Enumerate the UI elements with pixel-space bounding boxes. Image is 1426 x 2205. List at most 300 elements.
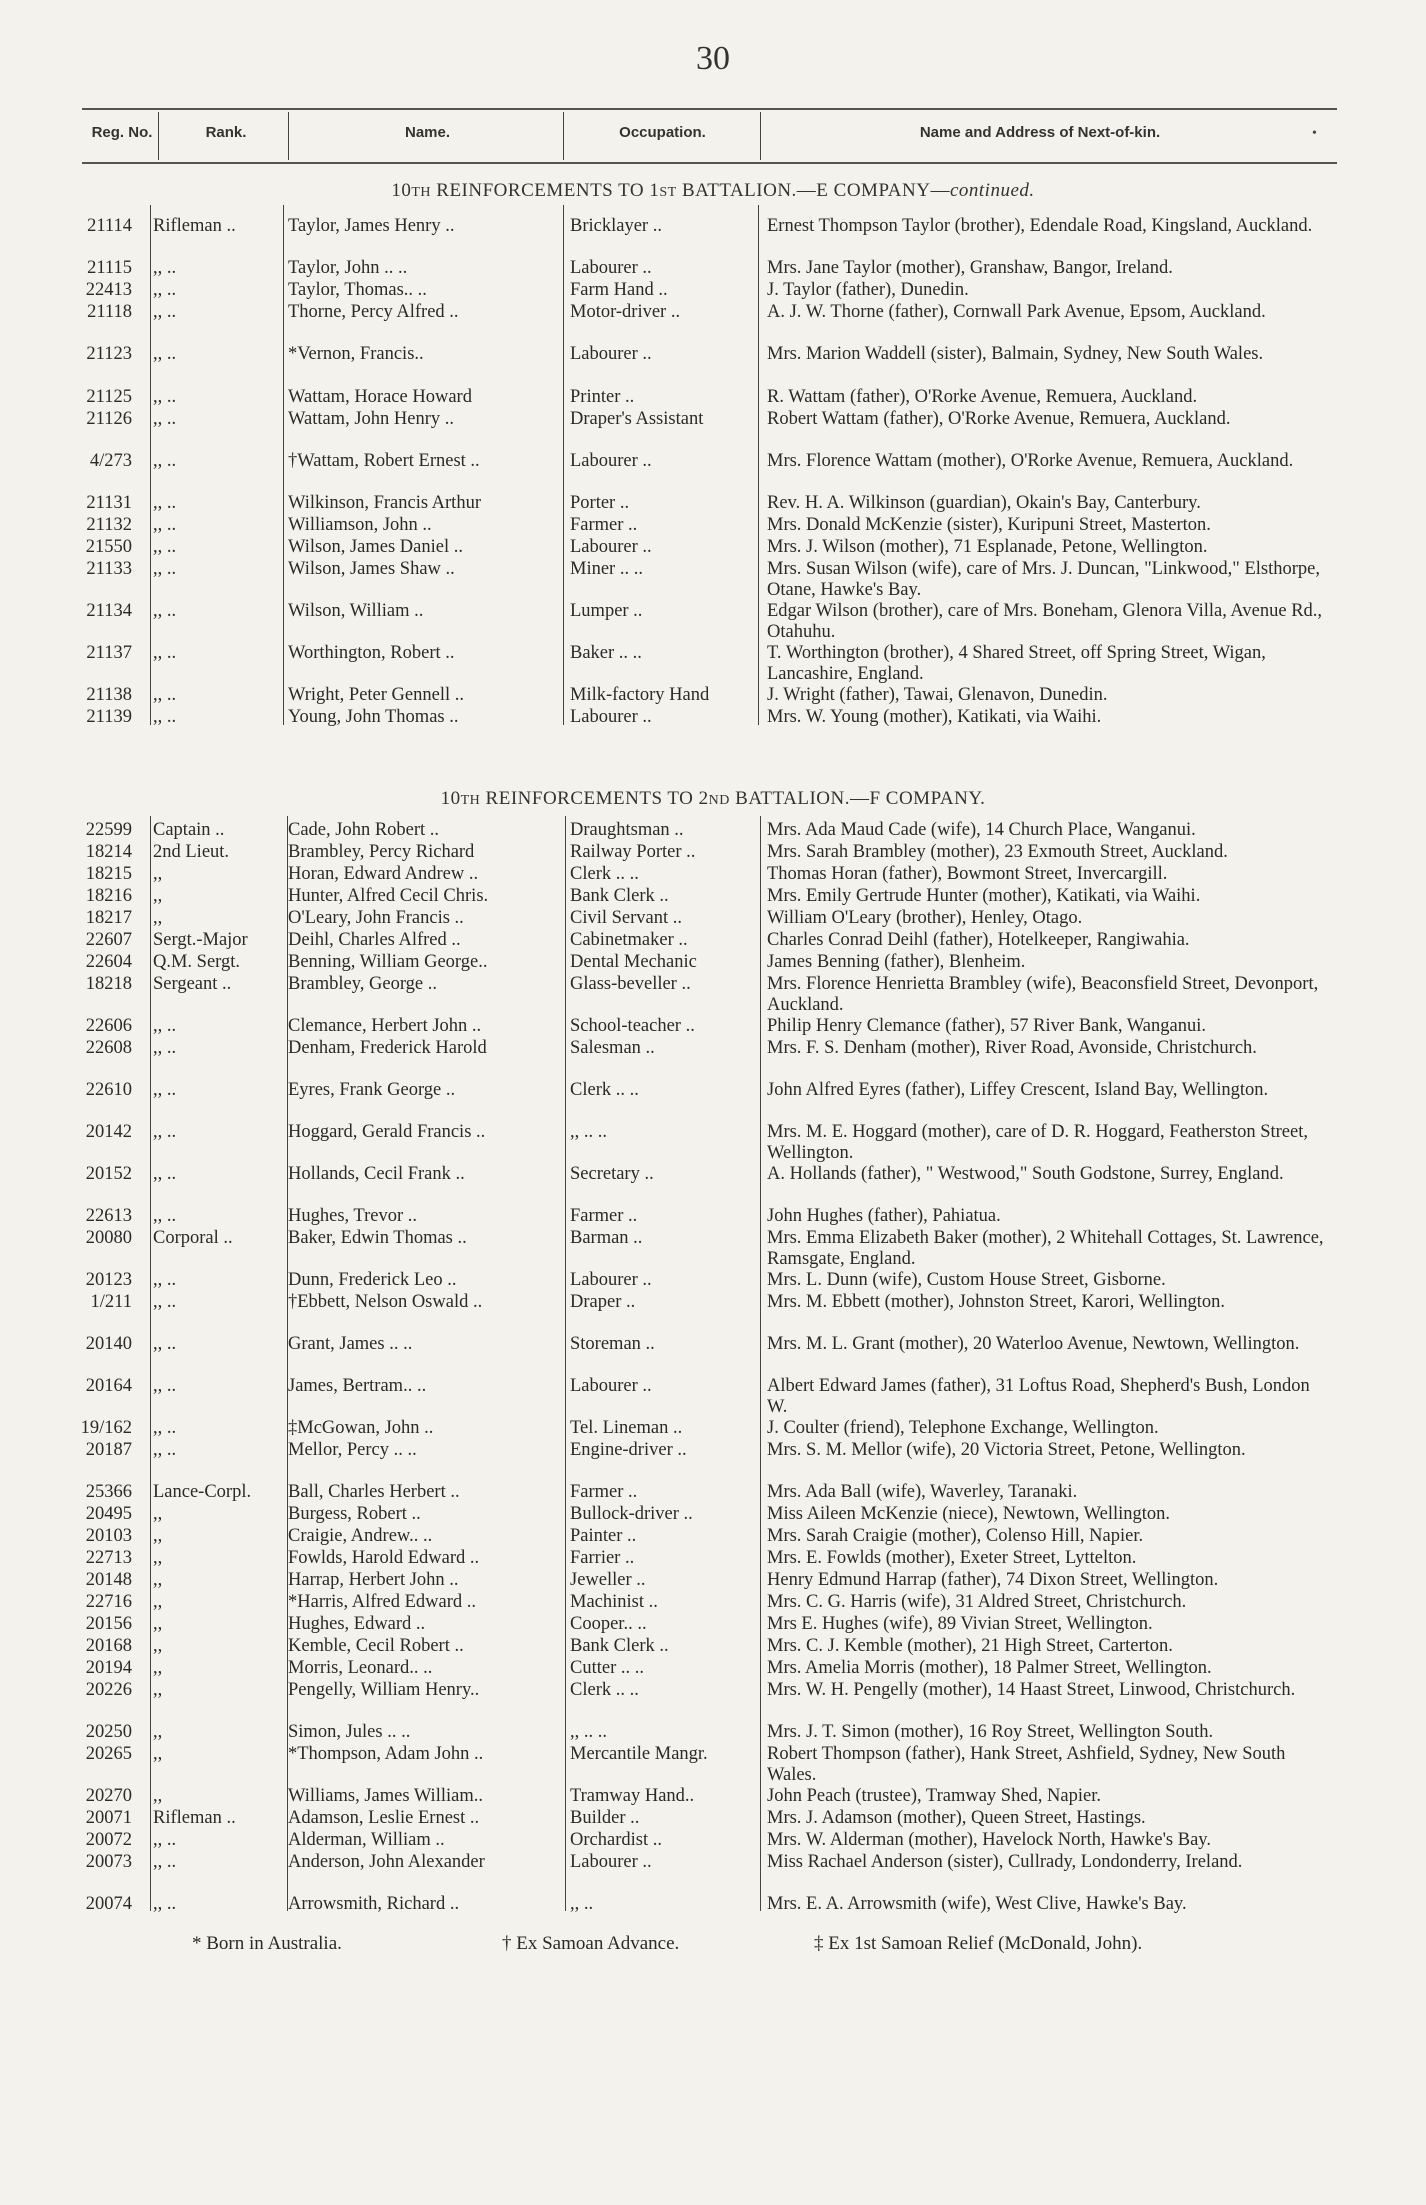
occupation: Farrier .. xyxy=(570,1548,635,1568)
occupation: Porter .. xyxy=(570,493,630,513)
reg-number: 21118 xyxy=(87,302,132,322)
soldier-name: ‡McGowan, John .. xyxy=(288,1418,434,1438)
col-header-reg: Reg. No. xyxy=(91,124,153,141)
soldier-name: †Ebbett, Nelson Oswald .. xyxy=(288,1292,483,1312)
table-row xyxy=(0,1852,1426,1873)
reg-number: 20152 xyxy=(85,1164,132,1184)
occupation: Tel. Lineman .. xyxy=(570,1418,683,1438)
occupation: ,, .. xyxy=(570,1894,594,1914)
soldier-name: Alderman, William .. xyxy=(288,1830,445,1850)
next-of-kin: Mrs. L. Dunn (wife), Custom House Street, Gisborne. xyxy=(767,1270,1166,1290)
occupation: Labourer .. xyxy=(570,451,652,471)
reg-number: 21134 xyxy=(86,601,132,621)
occupation: Bullock-driver .. xyxy=(570,1504,693,1524)
soldier-name: Benning, William George.. xyxy=(288,952,488,972)
occupation: Cutter .. .. xyxy=(570,1658,644,1678)
soldier-name: Williams, James William.. xyxy=(288,1786,483,1806)
reg-number: 25366 xyxy=(85,1482,132,1502)
soldier-name: Morris, Leonard.. .. xyxy=(288,1658,433,1678)
table-row xyxy=(0,537,1426,558)
reg-number: 21114 xyxy=(87,216,132,236)
table-row xyxy=(0,908,1426,929)
soldier-name: Mellor, Percy .. .. xyxy=(288,1440,417,1460)
table-row xyxy=(0,1122,1426,1163)
rank: ,, xyxy=(153,908,163,928)
soldier-name: Grant, James .. .. xyxy=(288,1334,413,1354)
rank: ,, xyxy=(153,1570,163,1590)
soldier-name: Harrap, Herbert John .. xyxy=(288,1570,459,1590)
rank: ,, .. xyxy=(153,1206,177,1226)
rank: ,, xyxy=(153,886,163,906)
table-row xyxy=(0,1744,1426,1785)
rank: ,, xyxy=(153,1680,163,1700)
next-of-kin: Mrs. M. L. Grant (mother), 20 Waterloo Avenue, Newtown, Wellington. xyxy=(767,1334,1300,1354)
table-row xyxy=(0,930,1426,951)
table-row xyxy=(0,1592,1426,1613)
next-of-kin: Mrs. E. A. Arrowsmith (wife), West Clive, Hawke's Bay. xyxy=(767,1894,1187,1914)
next-of-kin: Mrs. J. Wilson (mother), 71 Esplanade, Petone, Wellington. xyxy=(767,537,1208,557)
reg-number: 21131 xyxy=(86,493,132,513)
reg-number: 20080 xyxy=(85,1228,132,1248)
occupation: Milk-factory Hand xyxy=(570,685,710,705)
footnote-samoan-relief: ‡ Ex 1st Samoan Relief (McDonald, John). xyxy=(814,1933,1143,1954)
next-of-kin: Mrs. Susan Wilson (wife), care of Mrs. J. Duncan, "Linkwood," Elsthorpe, Otane, Hawke's Bay. xyxy=(767,559,1320,600)
rank: ,, xyxy=(153,1786,163,1806)
table-row xyxy=(0,409,1426,430)
rank: ,, .. xyxy=(153,280,177,300)
table-row xyxy=(0,601,1426,642)
reg-number: 21126 xyxy=(86,409,132,429)
soldier-name: James, Bertram.. .. xyxy=(288,1376,427,1396)
reg-number: 22608 xyxy=(85,1038,132,1058)
next-of-kin: J. Taylor (father), Dunedin. xyxy=(767,280,969,300)
section-title-2: 10TH REINFORCEMENTS TO 2ND BATTALION.—F COMPANY. xyxy=(440,788,986,809)
occupation: School-teacher .. xyxy=(570,1016,695,1036)
soldier-name: Wright, Peter Gennell .. xyxy=(288,685,464,705)
soldier-name: Hoggard, Gerald Francis .. xyxy=(288,1122,486,1142)
occupation: Bank Clerk .. xyxy=(570,886,669,906)
table-row xyxy=(0,1164,1426,1185)
next-of-kin: Albert Edward James (father), 31 Loftus Road, Shepherd's Bush, London W. xyxy=(767,1376,1310,1417)
occupation: Railway Porter .. xyxy=(570,842,696,862)
reg-number: 20073 xyxy=(85,1852,132,1872)
soldier-name: Worthington, Robert .. xyxy=(288,643,455,663)
rank: ,, .. xyxy=(153,1016,177,1036)
table-row xyxy=(0,387,1426,408)
reg-number: 22604 xyxy=(85,952,132,972)
occupation: Draper's Assistant xyxy=(570,409,704,429)
next-of-kin: Ernest Thompson Taylor (brother), Edendale Road, Kingsland, Auckland. xyxy=(767,216,1313,236)
occupation: Printer .. xyxy=(570,387,635,407)
rank: ,, .. xyxy=(153,493,177,513)
occupation: Farmer .. xyxy=(570,515,638,535)
rank: ,, xyxy=(153,1636,163,1656)
occupation: ,, .. .. xyxy=(570,1722,607,1742)
rank: ,, .. xyxy=(153,707,177,727)
occupation: Motor-driver .. xyxy=(570,302,681,322)
occupation: Clerk .. .. xyxy=(570,1080,639,1100)
header-divider xyxy=(760,112,761,160)
soldier-name: *Vernon, Francis.. xyxy=(288,344,424,364)
table-row xyxy=(0,1636,1426,1657)
table-row xyxy=(0,1830,1426,1851)
soldier-name: Dunn, Frederick Leo .. xyxy=(288,1270,457,1290)
reg-number: 18217 xyxy=(85,908,132,928)
soldier-name: Arrowsmith, Richard .. xyxy=(288,1894,460,1914)
reg-number: 22599 xyxy=(85,820,132,840)
reg-number: 20072 xyxy=(85,1830,132,1850)
table-row xyxy=(0,820,1426,841)
occupation: Builder .. xyxy=(570,1808,640,1828)
soldier-name: Taylor, John .. .. xyxy=(288,258,408,278)
table-row xyxy=(0,952,1426,973)
next-of-kin: Mrs. C. G. Harris (wife), 31 Aldred Street, Christchurch. xyxy=(767,1592,1187,1612)
reg-number: 20074 xyxy=(85,1894,132,1914)
rank: ,, xyxy=(153,1548,163,1568)
soldier-name: †Wattam, Robert Ernest .. xyxy=(288,451,480,471)
next-of-kin: Mrs. S. M. Mellor (wife), 20 Victoria Street, Petone, Wellington. xyxy=(767,1440,1246,1460)
rank: ,, .. xyxy=(153,685,177,705)
reg-number: 22713 xyxy=(85,1548,132,1568)
col-header-next-of-kin: Name and Address of Next-of-kin. xyxy=(919,124,1161,141)
table-row xyxy=(0,1680,1426,1701)
table-row xyxy=(0,302,1426,323)
rank: ,, xyxy=(153,864,163,884)
table-row xyxy=(0,280,1426,301)
next-of-kin: John Hughes (father), Pahiatua. xyxy=(767,1206,1001,1226)
next-of-kin: Mrs. Emily Gertrude Hunter (mother), Katikati, via Waihi. xyxy=(767,886,1201,906)
next-of-kin: Mrs. M. E. Hoggard (mother), care of D. R. Hoggard, Featherston Street, Wellington. xyxy=(767,1122,1308,1163)
next-of-kin: Robert Thompson (father), Hank Street, Ashfield, Sydney, New South Wales. xyxy=(767,1744,1286,1785)
rank: Rifleman .. xyxy=(153,1808,236,1828)
occupation: Dental Mechanic xyxy=(570,952,697,972)
soldier-name: Taylor, Thomas.. .. xyxy=(288,280,427,300)
occupation: Mercantile Mangr. xyxy=(570,1744,708,1764)
reg-number: 21137 xyxy=(86,643,132,663)
occupation: Orchardist .. xyxy=(570,1830,662,1850)
next-of-kin: Edgar Wilson (brother), care of Mrs. Boneham, Glenora Villa, Avenue Rd., Otahuhu. xyxy=(767,601,1323,642)
reg-number: 22610 xyxy=(85,1080,132,1100)
occupation: Bank Clerk .. xyxy=(570,1636,669,1656)
next-of-kin: R. Wattam (father), O'Rorke Avenue, Remuera, Auckland. xyxy=(767,387,1198,407)
next-of-kin: J. Wright (father), Tawai, Glenavon, Dunedin. xyxy=(767,685,1108,705)
rank: ,, .. xyxy=(153,387,177,407)
reg-number: 20168 xyxy=(85,1636,132,1656)
occupation: Tramway Hand.. xyxy=(570,1786,695,1806)
soldier-name: Simon, Jules .. .. xyxy=(288,1722,411,1742)
next-of-kin: James Benning (father), Blenheim. xyxy=(767,952,1026,972)
reg-number: 20250 xyxy=(85,1722,132,1742)
next-of-kin: Mrs. Sarah Craigie (mother), Colenso Hill, Napier. xyxy=(767,1526,1144,1546)
next-of-kin: Mrs E. Hughes (wife), 89 Vivian Street, Wellington. xyxy=(767,1614,1153,1634)
reg-number: 20071 xyxy=(85,1808,132,1828)
next-of-kin: Mrs. W. Young (mother), Katikati, via Waihi. xyxy=(767,707,1102,727)
next-of-kin: Mrs. Ada Ball (wife), Waverley, Taranaki. xyxy=(767,1482,1078,1502)
next-of-kin: Mrs. C. J. Kemble (mother), 21 High Street, Carterton. xyxy=(767,1636,1173,1656)
table-row xyxy=(0,493,1426,514)
occupation: Baker .. .. xyxy=(570,643,642,663)
table-row xyxy=(0,1038,1426,1059)
reg-number: 21138 xyxy=(86,685,132,705)
next-of-kin: Mrs. M. Ebbett (mother), Johnston Street, Karori, Wellington. xyxy=(767,1292,1226,1312)
reg-number: 19/162 xyxy=(80,1418,132,1438)
header-bottom-rule xyxy=(82,162,1337,164)
soldier-name: Hughes, Edward .. xyxy=(288,1614,426,1634)
rank: ,, .. xyxy=(153,1894,177,1914)
occupation: Farm Hand .. xyxy=(570,280,668,300)
table-row xyxy=(0,344,1426,365)
reg-number: 20156 xyxy=(85,1614,132,1634)
table-row xyxy=(0,258,1426,279)
soldier-name: Wilkinson, Francis Arthur xyxy=(288,493,481,513)
table-row xyxy=(0,1292,1426,1313)
occupation: Labourer .. xyxy=(570,1852,652,1872)
soldier-name: Adamson, Leslie Ernest .. xyxy=(288,1808,480,1828)
occupation: Clerk .. .. xyxy=(570,864,639,884)
next-of-kin: Mrs. Ada Maud Cade (wife), 14 Church Place, Wanganui. xyxy=(767,820,1196,840)
rank: ,, .. xyxy=(153,258,177,278)
occupation: Lumper .. xyxy=(570,601,643,621)
soldier-name: Deihl, Charles Alfred .. xyxy=(288,930,461,950)
soldier-name: Fowlds, Harold Edward .. xyxy=(288,1548,480,1568)
table-row xyxy=(0,1614,1426,1635)
soldier-name: Wilson, James Shaw .. xyxy=(288,559,455,579)
rank: ,, xyxy=(153,1526,163,1546)
rank: 2nd Lieut. xyxy=(153,842,230,862)
table-row xyxy=(0,515,1426,536)
soldier-name: Baker, Edwin Thomas .. xyxy=(288,1228,467,1248)
next-of-kin: Rev. H. A. Wilkinson (guardian), Okain's Bay, Canterbury. xyxy=(767,493,1201,513)
table-row xyxy=(0,1376,1426,1417)
reg-number: 20194 xyxy=(85,1658,132,1678)
header-divider xyxy=(563,112,564,160)
next-of-kin: Mrs. J. T. Simon (mother), 16 Roy Street, Wellington South. xyxy=(767,1722,1214,1742)
next-of-kin: A. Hollands (father), " Westwood," South Godstone, Surrey, England. xyxy=(767,1164,1284,1184)
table-row xyxy=(0,1482,1426,1503)
footnote-born-australia: * Born in Australia. xyxy=(192,1933,342,1954)
reg-number: 21125 xyxy=(86,387,132,407)
rank: ,, .. xyxy=(153,451,177,471)
reg-number: 22413 xyxy=(85,280,132,300)
header-mark: • xyxy=(1312,126,1317,141)
table-row xyxy=(0,451,1426,472)
next-of-kin: Philip Henry Clemance (father), 57 River Bank, Wanganui. xyxy=(767,1016,1206,1036)
rank: ,, .. xyxy=(153,1418,177,1438)
next-of-kin: J. Coulter (friend), Telephone Exchange, Wellington. xyxy=(767,1418,1159,1438)
next-of-kin: Mrs. Emma Elizabeth Baker (mother), 2 Whitehall Cottages, St. Lawrence, Ramsgate, England. xyxy=(767,1228,1324,1269)
reg-number: 20270 xyxy=(85,1786,132,1806)
page-number: 30 xyxy=(696,40,730,77)
rank: ,, .. xyxy=(153,302,177,322)
reg-number: 20495 xyxy=(85,1504,132,1524)
next-of-kin: Mrs. J. Adamson (mother), Queen Street, Hastings. xyxy=(767,1808,1146,1828)
next-of-kin: Robert Wattam (father), O'Rorke Avenue, Remuera, Auckland. xyxy=(767,409,1231,429)
reg-number: 18215 xyxy=(85,864,132,884)
rank: Sergt.-Major xyxy=(153,930,248,950)
reg-number: 21550 xyxy=(85,537,132,557)
rank: ,, xyxy=(153,1658,163,1678)
reg-number: 21132 xyxy=(86,515,132,535)
next-of-kin: Mrs. W. H. Pengelly (mother), 14 Haast Street, Linwood, Christchurch. xyxy=(767,1680,1296,1700)
reg-number: 20265 xyxy=(85,1744,132,1764)
soldier-name: Horan, Edward Andrew .. xyxy=(288,864,479,884)
table-row xyxy=(0,1894,1426,1915)
col-header-name: Name. xyxy=(404,124,451,141)
occupation: Miner .. .. xyxy=(570,559,643,579)
rank: ,, .. xyxy=(153,409,177,429)
header-top-rule xyxy=(82,108,1337,110)
rank: ,, .. xyxy=(153,1270,177,1290)
rank: ,, xyxy=(153,1504,163,1524)
soldier-name: O'Leary, John Francis .. xyxy=(288,908,464,928)
soldier-name: Taylor, James Henry .. xyxy=(288,216,455,236)
next-of-kin: John Alfred Eyres (father), Liffey Crescent, Island Bay, Wellington. xyxy=(767,1080,1269,1100)
soldier-name: Thorne, Percy Alfred .. xyxy=(288,302,459,322)
table-row xyxy=(0,1658,1426,1679)
table-row xyxy=(0,685,1426,706)
soldier-name: *Harris, Alfred Edward .. xyxy=(288,1592,477,1612)
rank: ,, .. xyxy=(153,1038,177,1058)
occupation: Clerk .. .. xyxy=(570,1680,639,1700)
next-of-kin: Miss Aileen McKenzie (niece), Newtown, Wellington. xyxy=(767,1504,1171,1524)
next-of-kin: Mrs. F. S. Denham (mother), River Road, Avonside, Christchurch. xyxy=(767,1038,1257,1058)
col-header-rank: Rank. xyxy=(205,124,247,141)
rank: ,, .. xyxy=(153,1292,177,1312)
occupation: Draughtsman .. xyxy=(570,820,684,840)
table-row xyxy=(0,707,1426,728)
soldier-name: Eyres, Frank George .. xyxy=(288,1080,456,1100)
header-divider xyxy=(288,112,289,160)
table-row xyxy=(0,1440,1426,1461)
occupation: Labourer .. xyxy=(570,707,652,727)
rank: Q.M. Sergt. xyxy=(153,952,241,972)
reg-number: 21123 xyxy=(86,344,132,364)
rank: ,, xyxy=(153,1744,163,1764)
reg-number: 20142 xyxy=(85,1122,132,1142)
rank: ,, xyxy=(153,1592,163,1612)
next-of-kin: Mrs. W. Alderman (mother), Havelock North, Hawke's Bay. xyxy=(767,1830,1211,1850)
table-row xyxy=(0,216,1426,237)
reg-number: 22607 xyxy=(85,930,132,950)
rank: ,, .. xyxy=(153,1122,177,1142)
reg-number: 20226 xyxy=(85,1680,132,1700)
table-row xyxy=(0,1570,1426,1591)
reg-number: 22606 xyxy=(85,1016,132,1036)
soldier-name: Burgess, Robert .. xyxy=(288,1504,421,1524)
next-of-kin: T. Worthington (brother), 4 Shared Street, off Spring Street, Wigan, Lancashire, England. xyxy=(767,643,1266,684)
rank: ,, xyxy=(153,1722,163,1742)
soldier-name: Pengelly, William Henry.. xyxy=(288,1680,480,1700)
soldier-name: Williamson, John .. xyxy=(288,515,432,535)
reg-number: 21139 xyxy=(86,707,132,727)
soldier-name: Young, John Thomas .. xyxy=(288,707,459,727)
rank: Lance-Corpl. xyxy=(153,1482,252,1502)
table-row xyxy=(0,1722,1426,1743)
reg-number: 20148 xyxy=(85,1570,132,1590)
reg-number: 18216 xyxy=(85,886,132,906)
soldier-name: Hughes, Trevor .. xyxy=(288,1206,417,1226)
occupation: Storeman .. xyxy=(570,1334,655,1354)
section-title-1: 10TH REINFORCEMENTS TO 1ST BATTALION.—E COMPANY—continued. xyxy=(391,180,1035,201)
reg-number: 22613 xyxy=(85,1206,132,1226)
soldier-name: Denham, Frederick Harold xyxy=(288,1038,487,1058)
next-of-kin: Mrs. Amelia Morris (mother), 18 Palmer Street, Wellington. xyxy=(767,1658,1212,1678)
occupation: Jeweller .. xyxy=(570,1570,646,1590)
occupation: Farmer .. xyxy=(570,1206,638,1226)
reg-number: 18218 xyxy=(85,974,132,994)
next-of-kin: Charles Conrad Deihl (father), Hotelkeeper, Rangiwahia. xyxy=(767,930,1190,950)
footnote-samoan-advance: † Ex Samoan Advance. xyxy=(502,1933,680,1954)
reg-number: 21133 xyxy=(86,559,132,579)
reg-number: 1/211 xyxy=(90,1292,132,1312)
reg-number: 20103 xyxy=(85,1526,132,1546)
next-of-kin: Mrs. Marion Waddell (sister), Balmain, Sydney, New South Wales. xyxy=(767,344,1264,364)
soldier-name: Hunter, Alfred Cecil Chris. xyxy=(288,886,489,906)
next-of-kin: Mrs. Florence Wattam (mother), O'Rorke Avenue, Remuera, Auckland. xyxy=(767,451,1294,471)
rank: Captain .. xyxy=(153,820,225,840)
next-of-kin: William O'Leary (brother), Henley, Otago. xyxy=(767,908,1083,928)
reg-number: 20164 xyxy=(85,1376,132,1396)
table-row xyxy=(0,1548,1426,1569)
table-row xyxy=(0,864,1426,885)
rank: ,, .. xyxy=(153,1440,177,1460)
next-of-kin: A. J. W. Thorne (father), Cornwall Park Avenue, Epsom, Auckland. xyxy=(767,302,1266,322)
occupation: Labourer .. xyxy=(570,537,652,557)
rank: ,, .. xyxy=(153,1852,177,1872)
occupation: Cooper.. .. xyxy=(570,1614,647,1634)
occupation: Civil Servant .. xyxy=(570,908,683,928)
table-row xyxy=(0,1228,1426,1269)
next-of-kin: Miss Rachael Anderson (sister), Cullrady, Londonderry, Ireland. xyxy=(767,1852,1243,1872)
table-row xyxy=(0,1334,1426,1355)
rank: ,, .. xyxy=(153,601,177,621)
soldier-name: Wilson, James Daniel .. xyxy=(288,537,463,557)
table-row xyxy=(0,1808,1426,1829)
occupation: Labourer .. xyxy=(570,344,652,364)
next-of-kin: Mrs. Jane Taylor (mother), Granshaw, Bangor, Ireland. xyxy=(767,258,1173,278)
table-row xyxy=(0,1206,1426,1227)
next-of-kin: Mrs. Donald McKenzie (sister), Kuripuni Street, Masterton. xyxy=(767,515,1211,535)
rank: ,, xyxy=(153,1614,163,1634)
reg-number: 4/273 xyxy=(89,451,132,471)
rank: ,, .. xyxy=(153,344,177,364)
reg-number: 21115 xyxy=(87,258,132,278)
occupation: Painter .. xyxy=(570,1526,637,1546)
occupation: Cabinetmaker .. xyxy=(570,930,688,950)
soldier-name: Brambley, George .. xyxy=(288,974,437,994)
header-divider xyxy=(158,112,159,160)
occupation: Labourer .. xyxy=(570,1376,652,1396)
soldier-name: Kemble, Cecil Robert .. xyxy=(288,1636,464,1656)
col-header-occupation: Occupation. xyxy=(619,124,706,141)
occupation: Glass-beveller .. xyxy=(570,974,691,994)
rank: ,, .. xyxy=(153,1080,177,1100)
table-row xyxy=(0,643,1426,684)
next-of-kin: Mrs. Florence Henrietta Brambley (wife), Beaconsfield Street, Devonport, Auckland. xyxy=(767,974,1319,1015)
rank: ,, .. xyxy=(153,643,177,663)
table-row xyxy=(0,1526,1426,1547)
soldier-name: Cade, John Robert .. xyxy=(288,820,440,840)
soldier-name: Hollands, Cecil Frank .. xyxy=(288,1164,465,1184)
soldier-name: Wilson, William .. xyxy=(288,601,424,621)
rank: ,, .. xyxy=(153,1830,177,1850)
rank: ,, .. xyxy=(153,559,177,579)
occupation: Labourer .. xyxy=(570,258,652,278)
next-of-kin: Thomas Horan (father), Bowmont Street, Invercargill. xyxy=(767,864,1168,884)
occupation: Draper .. xyxy=(570,1292,636,1312)
occupation: Machinist .. xyxy=(570,1592,658,1612)
next-of-kin: Mrs. E. Fowlds (mother), Exeter Street, Lyttelton. xyxy=(767,1548,1137,1568)
